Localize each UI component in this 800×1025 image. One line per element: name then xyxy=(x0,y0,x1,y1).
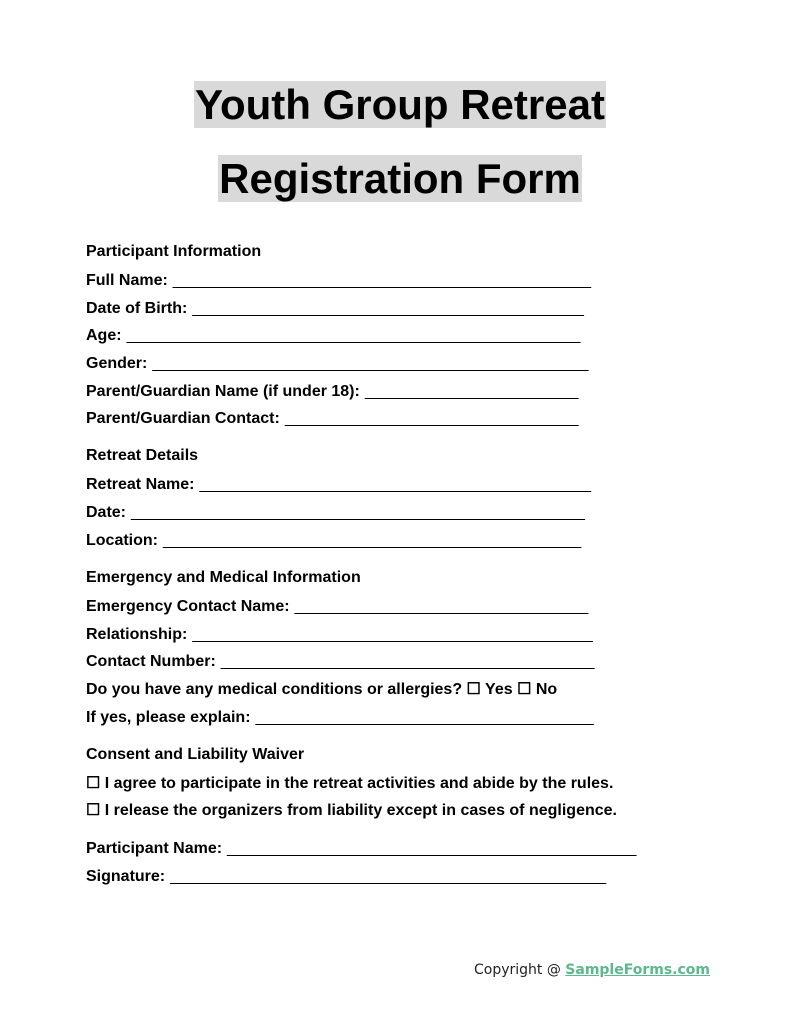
field-blank[interactable]: ________________________ xyxy=(364,382,579,400)
field-blank[interactable]: __________________________________________ xyxy=(220,653,595,671)
emergency-contact-name-field[interactable] xyxy=(86,595,746,619)
field-label: Date of Birth: xyxy=(86,299,188,317)
signature-field[interactable] xyxy=(86,865,746,889)
participant-section xyxy=(86,241,746,431)
page-title-line-2 xyxy=(0,155,800,203)
field-label: Date: xyxy=(86,504,127,522)
field-blank[interactable]: _______________________________________________ xyxy=(163,531,582,549)
field-blank[interactable]: _______________________________________________ xyxy=(172,272,592,289)
page-title-text-1: Youth Group Retreat xyxy=(195,81,605,128)
consent-checkbox-release[interactable] xyxy=(86,799,746,823)
medical-explain-field[interactable] xyxy=(86,706,746,730)
copyright-footer xyxy=(474,960,710,980)
field-label: Contact Number: xyxy=(86,653,216,671)
participant-name-field[interactable] xyxy=(86,837,746,861)
field-blank[interactable]: _________________________________________________ xyxy=(170,868,607,886)
section-heading: Consent and Liability Waiver xyxy=(86,745,305,763)
section-heading: Emergency and Medical Information xyxy=(86,568,361,586)
date-of-birth-field[interactable] xyxy=(86,297,746,321)
guardian-contact-field[interactable] xyxy=(86,407,746,431)
field-label: Signature: xyxy=(86,868,166,886)
checkbox-label[interactable]: ☐ I agree to participate in the retreat activities and abide by the rules. xyxy=(86,774,614,792)
emergency-section xyxy=(86,567,746,730)
field-label: Full Name: xyxy=(86,272,168,289)
signature-section xyxy=(86,837,746,889)
field-blank[interactable]: ___________________________________________________ xyxy=(131,504,585,522)
relationship-field[interactable] xyxy=(86,623,746,647)
copyright-prefix: Copyright @ xyxy=(473,962,566,978)
retreat-location-field[interactable] xyxy=(86,529,746,553)
contact-number-field[interactable] xyxy=(86,650,746,674)
page-title-line-1 xyxy=(0,81,800,129)
field-label: Relationship: xyxy=(86,625,188,643)
field-label: Retreat Name: xyxy=(86,476,195,494)
field-blank[interactable]: _________________________________________________ xyxy=(152,355,589,373)
field-label: Parent/Guardian Contact: xyxy=(86,410,280,428)
field-label: Gender: xyxy=(86,355,148,373)
consent-checkbox-participate[interactable] xyxy=(86,772,746,796)
field-blank[interactable]: ______________________________________________ xyxy=(227,840,637,858)
field-label: If yes, please explain: xyxy=(86,708,251,726)
field-blank[interactable]: _________________________________ xyxy=(284,410,579,428)
page-title-text-2: Registration Form xyxy=(219,155,581,202)
question-text[interactable]: Do you have any medical conditions or allergies? ☐ Yes ☐ No xyxy=(86,680,558,698)
gender-field[interactable] xyxy=(86,352,746,376)
registration-form xyxy=(86,241,746,903)
consent-section xyxy=(86,744,746,824)
medical-conditions-question[interactable] xyxy=(86,678,746,702)
field-blank[interactable]: ____________________________________________ xyxy=(192,299,584,317)
section-heading: Participant Information xyxy=(86,243,262,260)
section-heading: Retreat Details xyxy=(86,447,199,465)
field-blank[interactable]: ___________________________________________________ xyxy=(126,327,581,345)
checkbox-label[interactable]: ☐ I release the organizers from liability except in cases of negligence. xyxy=(86,802,617,820)
full-name-field[interactable] xyxy=(86,269,746,293)
brand-link[interactable]: SampleForms.com xyxy=(565,962,710,978)
field-label: Emergency Contact Name: xyxy=(86,597,290,615)
field-blank[interactable]: _____________________________________________ xyxy=(192,625,593,643)
field-blank[interactable]: _________________________________ xyxy=(294,597,589,615)
age-field[interactable] xyxy=(86,324,746,348)
retreat-date-field[interactable] xyxy=(86,501,746,525)
guardian-name-field[interactable] xyxy=(86,380,746,404)
field-label: Location: xyxy=(86,531,158,549)
field-blank[interactable]: ____________________________________________ xyxy=(199,476,592,494)
field-label: Age: xyxy=(86,327,122,345)
field-label: Participant Name: xyxy=(86,840,223,858)
retreat-name-field[interactable] xyxy=(86,473,746,497)
field-blank[interactable]: ______________________________________ xyxy=(255,708,594,726)
retreat-section xyxy=(86,445,746,552)
field-label: Parent/Guardian Name (if under 18): xyxy=(86,382,360,400)
